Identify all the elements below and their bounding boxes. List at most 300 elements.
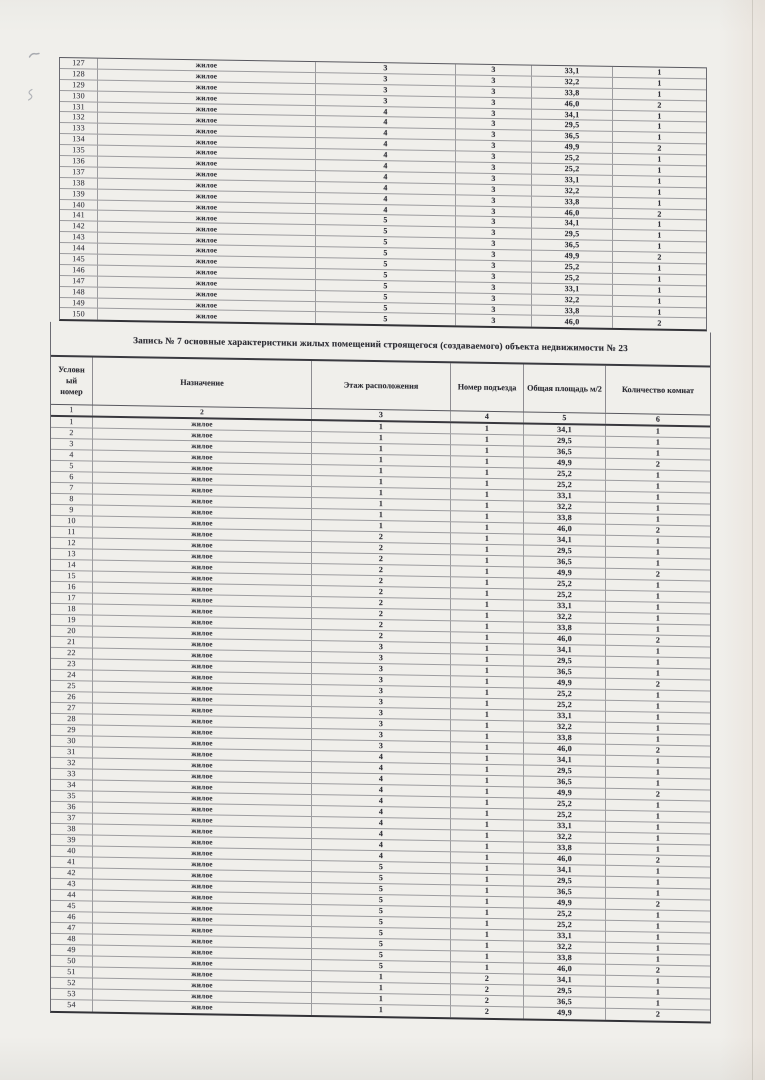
unit-area: 33,8 [557,952,572,962]
unit-entrance: 1 [484,698,490,708]
unit-rooms-cell [606,601,710,613]
unit-area-cell [524,412,606,423]
unit-number: 149 [72,297,85,307]
unit-purpose: жилое [195,267,218,277]
unit-floor: 4 [383,106,388,116]
unit-number: 50 [67,955,76,965]
unit-rooms-cell [606,425,710,437]
unit-rooms-cell [613,285,706,296]
unit-number: 150 [72,309,85,319]
unit-rooms-cell [613,78,706,89]
unit-number: 3 [69,438,74,448]
unit-rooms: 1 [655,811,661,821]
unit-floor: 3 [378,729,384,739]
unit-number-cell [51,713,93,724]
unit-area: 25,2 [557,798,572,808]
unit-number: 135 [72,145,85,155]
unit-floor: 3 [378,409,384,419]
unit-floor: 3 [378,718,384,728]
unit-entrance-cell [451,489,524,500]
unit-purpose: жилое [195,147,218,157]
unit-number: 137 [72,167,85,177]
unit-rooms: 1 [655,866,661,876]
unit-rooms: 1 [655,536,661,546]
unit-rooms: 1 [657,285,662,295]
unit-number-cell [60,308,98,320]
unit-entrance: 1 [484,478,490,488]
unit-area-cell [532,207,613,218]
unit-area: 29,5 [557,545,572,555]
unit-entrance: 3 [491,282,496,292]
unit-rooms: 1 [657,89,662,99]
unit-floor: 4 [383,139,388,149]
unit-entrance-cell [451,411,524,422]
unit-number-cell [60,91,98,102]
unit-number: 48 [67,933,76,943]
unit-entrance: 1 [484,599,490,609]
unit-number-cell [60,200,98,211]
unit-purpose: жилое [191,671,213,682]
unit-floor-cell [312,1004,451,1017]
unit-rooms-cell [606,865,710,877]
unit-number: 28 [67,713,76,723]
unit-number-cell [51,471,93,482]
unit-number-cell [51,614,93,625]
unit-rooms-cell [613,198,706,209]
unit-entrance: 1 [484,423,490,433]
unit-entrance-cell [451,830,524,841]
unit-number: 20 [67,625,76,635]
unit-number-cell [51,570,93,581]
unit-floor: 1 [378,993,384,1003]
unit-area-cell [524,446,606,457]
unit-rooms: 1 [655,734,661,744]
unit-number: 144 [72,243,85,253]
unit-entrance: 1 [484,500,490,510]
unit-number-cell [51,955,93,966]
unit-entrance: 1 [484,918,490,928]
unit-purpose: жилое [191,902,213,913]
unit-entrance-cell [451,797,524,808]
unit-purpose: жилое [191,869,213,880]
unit-entrance-cell [451,599,524,610]
unit-number-cell [51,735,93,746]
unit-number: 7 [69,482,74,492]
unit-purpose: жилое [191,792,213,803]
unit-rooms: 1 [655,987,661,997]
unit-entrance: 1 [484,434,490,444]
unit-area: 32,2 [557,501,572,511]
unit-area-cell [524,545,606,556]
unit-number: 136 [72,156,85,166]
unit-floor: 5 [383,270,388,280]
unit-entrance: 3 [491,141,496,151]
unit-number-cell [51,702,93,713]
unit-rooms: 1 [655,470,661,480]
unit-area-cell [532,142,613,153]
unit-entrance-cell [451,478,524,489]
unit-rooms: 1 [655,921,661,931]
unit-area: 33,1 [564,174,580,185]
unit-rooms: 1 [657,67,662,77]
unit-entrance-cell [456,162,532,173]
unit-area: 25,2 [564,262,580,272]
unit-rooms: 1 [655,877,661,887]
unit-floor: 5 [383,248,388,258]
unit-entrance: 2 [484,995,490,1005]
unit-area-cell [524,490,606,501]
unit-rooms: 1 [657,241,662,251]
unit-area: 46,0 [557,963,572,973]
unit-entrance-cell [451,764,524,775]
unit-area: 36,5 [564,240,580,250]
unit-purpose: жилое [195,180,218,190]
unit-purpose: жилое [191,451,213,462]
unit-rooms: 1 [655,767,661,777]
unit-entrance: 1 [484,852,490,862]
unit-floor: 1 [378,476,384,486]
unit-area-cell [524,578,606,589]
unit-rooms: 1 [655,646,661,656]
unit-entrance-cell [451,665,524,676]
unit-entrance: 3 [491,75,496,85]
unit-entrance-cell [451,742,524,753]
unit-rooms: 1 [655,481,661,491]
unit-number: 2 [69,427,74,437]
unit-entrance: 3 [491,206,496,216]
unit-rooms: 1 [657,263,662,273]
unit-floor: 2 [378,597,384,607]
unit-purpose: жилое [191,737,213,748]
unit-entrance-cell [456,217,532,228]
unit-number-cell [51,482,93,493]
unit-number: 47 [67,922,76,932]
unit-floor: 5 [378,938,384,948]
unit-rooms-cell [606,689,710,701]
unit-floor: 5 [383,259,388,269]
unit-area-cell [532,229,613,240]
unit-area: 33,8 [557,622,572,632]
unit-number: 25 [67,680,76,690]
unit-purpose: жилое [191,649,213,660]
unit-purpose: жилое [195,104,218,114]
unit-area-cell [524,864,606,875]
unit-area-cell [524,677,606,688]
unit-floor: 1 [378,432,384,442]
unit-entrance-cell [451,896,524,907]
col-header-area-label: Общая площадь м/2 [527,383,602,394]
unit-purpose: 2 [200,407,204,417]
unit-floor-cell [316,313,456,326]
unit-purpose: жилое [195,114,218,125]
unit-rooms: 1 [655,437,661,447]
record-title-text: Запись № 7 основные характеристики жилых помещений строящегося (создаваемого) объекта недвижимости № 23 [133,334,628,353]
unit-rooms: 2 [657,318,662,328]
unit-area-cell [532,273,613,284]
unit-number-cell [60,102,98,113]
unit-rooms-cell [606,777,710,789]
unit-rooms: 1 [655,756,661,766]
unit-area: 34,1 [564,218,580,228]
unit-purpose: жилое [191,429,213,440]
unit-area: 32,2 [564,76,580,87]
unit-purpose: жилое [195,136,218,147]
unit-area: 33,8 [564,196,580,206]
unit-rooms-cell [606,700,710,712]
unit-rooms-cell [606,744,710,756]
unit-purpose: жилое [191,935,213,946]
unit-entrance-cell [451,731,524,742]
unit-area: 36,5 [557,666,572,676]
unit-rooms-cell [606,524,710,536]
unit-number: 32 [67,757,76,767]
unit-number-cell [60,134,98,145]
unit-purpose: жилое [195,223,218,234]
unit-entrance-cell [456,260,532,271]
unit-area: 49,9 [557,457,572,467]
unit-floor: 1 [378,971,384,981]
unit-floor: 4 [383,150,388,160]
unit-floor: 5 [378,916,384,926]
unit-number-cell [51,977,93,988]
unit-rooms: 1 [655,932,661,942]
unit-entrance-cell [451,951,524,962]
unit-floor: 2 [378,630,384,640]
unit-purpose: жилое [191,979,213,990]
unit-rooms: 1 [657,121,662,132]
unit-area: 49,9 [557,567,572,577]
unit-floor: 2 [378,575,384,585]
unit-area-cell [524,644,606,655]
unit-purpose: жилое [191,891,213,902]
unit-entrance-cell [451,643,524,654]
unit-purpose: жилое [191,715,213,726]
unit-number-cell [51,603,93,614]
unit-entrance-cell [451,445,524,456]
unit-area-cell [524,501,606,512]
unit-entrance-cell [451,577,524,588]
unit-number: 34 [67,779,76,789]
unit-floor: 4 [378,784,384,794]
unit-purpose: жилое [191,858,213,869]
unit-rooms: 2 [655,569,661,579]
unit-number: 30 [67,735,76,745]
unit-rooms-cell [606,634,710,646]
unit-rooms-cell [606,645,710,657]
unit-area: 33,8 [557,732,572,742]
unit-rooms-cell [606,502,710,514]
unit-rooms-cell [606,997,710,1009]
unit-number: 16 [67,581,76,591]
unit-entrance: 3 [491,130,496,140]
unit-number: 31 [67,746,76,756]
unit-number: 12 [67,537,76,547]
unit-rooms: 1 [657,165,662,175]
unit-number-cell [51,878,93,889]
unit-area-cell [524,534,606,545]
record-7-section [50,318,711,1023]
unit-rooms: 1 [655,844,661,854]
unit-floor: 1 [378,421,384,431]
unit-floor: 3 [378,641,384,651]
unit-area-cell [532,164,613,175]
unit-floor: 1 [378,982,384,992]
unit-area: 25,2 [557,699,572,709]
unit-rooms-cell [613,306,706,317]
unit-area: 25,2 [557,468,572,478]
unit-area: 46,0 [564,98,580,108]
unit-area-cell [524,809,606,820]
unit-number-cell [60,123,98,134]
unit-area-cell [524,435,606,446]
unit-floor: 2 [378,564,384,574]
unit-rooms: 1 [655,602,661,612]
unit-entrance: 2 [484,1006,490,1016]
unit-rooms-cell [613,252,706,263]
unit-number-cell [60,145,98,156]
unit-rooms-cell [606,612,710,624]
unit-entrance: 1 [484,764,490,774]
unit-area: 25,2 [557,589,572,599]
unit-number-cell [51,636,93,647]
col-header-purpose [93,358,312,409]
unit-rooms: 1 [655,701,661,711]
unit-rooms-cell [606,755,710,767]
unit-entrance: 1 [484,665,490,675]
unit-purpose: жилое [191,594,213,605]
unit-rooms: 1 [657,296,662,306]
unit-number-cell [51,537,93,548]
unit-rooms: 1 [657,274,662,284]
unit-entrance: 1 [484,742,490,752]
unit-entrance-cell [456,173,532,184]
unit-entrance: 1 [484,940,490,950]
unit-entrance-cell [451,995,524,1006]
record-7-table-rows [51,405,710,1021]
unit-entrance: 3 [491,173,496,183]
unit-area: 33,1 [564,66,580,76]
unit-rooms-cell [606,513,710,525]
unit-number-cell [51,944,93,955]
unit-number-cell [51,812,93,823]
unit-rooms: 2 [655,525,661,535]
unit-entrance: 3 [491,184,496,194]
unit-area-cell [524,996,606,1007]
unit-purpose: жилое [191,539,213,550]
unit-purpose: жилое [191,759,213,770]
unit-number: 10 [67,515,76,525]
unit-entrance: 1 [484,610,490,620]
unit-entrance: 1 [484,566,490,576]
unit-area-cell [524,556,606,567]
unit-number: 4 [69,449,74,459]
unit-area-cell [524,985,606,996]
unit-rooms-cell [613,165,706,176]
unit-entrance: 3 [491,271,496,281]
unit-floor: 5 [378,960,384,970]
unit-entrance-cell [451,786,524,797]
unit-number-cell [51,647,93,658]
unit-entrance: 1 [484,907,490,917]
unit-rooms: 1 [657,219,662,230]
unit-area: 33,8 [564,305,580,315]
unit-rooms: 1 [655,976,661,986]
unit-entrance-cell [451,709,524,720]
unit-rooms-cell [613,176,706,187]
unit-floor: 4 [378,773,384,783]
unit-entrance-cell [451,522,524,533]
unit-number: 18 [67,603,76,613]
unit-entrance: 3 [491,195,496,205]
unit-rooms-cell [606,799,710,811]
unit-floor: 3 [378,652,384,662]
unit-floor: 1 [378,465,384,475]
unit-rooms-cell [606,667,710,679]
col-header-floor-label: Этаж расположения [343,380,419,391]
unit-area-cell [524,831,606,842]
unit-area: 29,5 [564,229,580,239]
unit-number: 6 [69,471,74,481]
unit-area: 49,9 [564,251,580,261]
unit-rooms-cell [606,909,710,921]
unit-rooms-cell [606,678,710,690]
unit-entrance: 1 [484,797,490,807]
unit-number: 141 [72,210,85,220]
unit-floor: 5 [378,894,384,904]
unit-rooms-cell [606,733,710,745]
unit-rooms: 1 [655,822,661,832]
unit-entrance: 1 [484,588,490,598]
unit-number-cell [51,548,93,559]
unit-rooms-cell [606,579,710,591]
unit-area-cell [524,743,606,754]
unit-entrance: 1 [484,621,490,631]
unit-number-cell [51,900,93,911]
unit-purpose: жилое [191,572,213,583]
unit-entrance: 1 [484,874,490,884]
unit-number-cell [51,680,93,691]
unit-area: 34,1 [557,534,572,544]
unit-purpose: жилое [195,158,218,168]
unit-entrance-cell [456,119,532,130]
unit-rooms-cell [606,722,710,734]
unit-entrance: 1 [484,489,490,499]
unit-area-cell [524,963,606,974]
unit-area-cell [524,688,606,699]
unit-area: 36,5 [557,996,572,1006]
unit-rooms: 2 [657,143,662,153]
unit-number: 148 [72,286,85,297]
unit-number-cell [60,243,98,254]
unit-number-cell [51,405,93,415]
unit-floor: 5 [378,905,384,915]
unit-number-cell [51,801,93,812]
unit-purpose: жилое [191,880,213,891]
unit-entrance: 1 [484,896,490,906]
unit-area: 25,2 [564,153,580,163]
unit-entrance: 1 [484,522,490,532]
unit-floor: 5 [383,314,388,324]
unit-area: 46,0 [557,853,572,863]
units-table-continuation-rows [60,58,706,330]
unit-rooms-cell [606,920,710,932]
unit-number: 45 [67,900,76,910]
unit-rooms-cell [613,241,706,252]
unit-floor: 5 [383,291,388,301]
unit-number: 52 [67,977,76,987]
unit-rooms: 1 [655,800,661,810]
unit-area: 33,1 [557,820,572,830]
